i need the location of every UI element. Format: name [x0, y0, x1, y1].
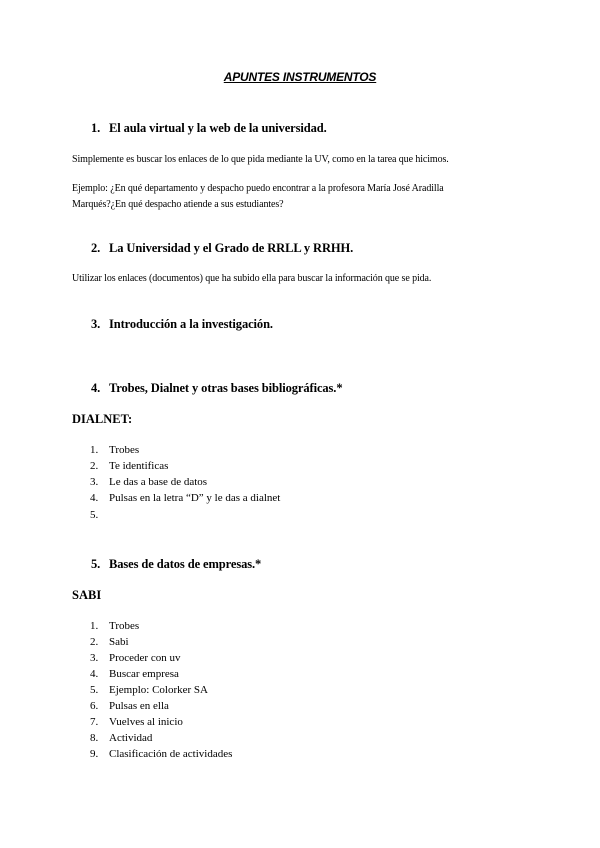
list-number: 3. — [90, 476, 99, 488]
list-text: Pulsas en la letra “D” y le das a dialnet — [109, 492, 281, 504]
paragraph: Simplemente es buscar los enlaces de lo que pida mediante la UV, como en la tarea que hicimos. — [72, 154, 449, 165]
list-text: Sabi — [109, 636, 129, 648]
section-title: Bases de datos de empresas.* — [109, 557, 262, 571]
list-number: 8. — [90, 732, 99, 744]
subheading-dialnet: DIALNET: — [72, 412, 133, 426]
list-text: Te identificas — [109, 460, 169, 472]
list-text: Trobes — [109, 444, 140, 456]
subheading-sabi: SABI — [72, 588, 102, 602]
list-number: 4. — [90, 492, 99, 504]
section-title: Introducción a la investigación. — [109, 317, 273, 331]
list-text: Actividad — [109, 732, 153, 744]
list-text: Le das a base de datos — [109, 476, 208, 488]
list-text: Buscar empresa — [109, 668, 179, 680]
list-number: 5. — [90, 509, 99, 521]
section-number: 2. — [91, 241, 101, 255]
list-number: 1. — [90, 444, 99, 456]
paragraph: Marqués?¿En qué despacho atiende a sus estudiantes? — [72, 199, 284, 210]
section-number: 1. — [91, 121, 101, 135]
list-number: 1. — [90, 620, 99, 632]
section-title: La Universidad y el Grado de RRLL y RRHH. — [109, 241, 354, 255]
list-number: 5. — [90, 684, 99, 696]
list-number: 6. — [90, 700, 99, 712]
section-number: 5. — [91, 557, 101, 571]
section-number: 4. — [91, 381, 101, 395]
list-text: Ejemplo: Colorker SA — [109, 684, 208, 696]
list-number: 4. — [90, 668, 99, 680]
list-text: Vuelves al inicio — [109, 716, 183, 728]
list-text: Trobes — [109, 620, 140, 632]
list-number: 2. — [90, 460, 99, 472]
section-number: 3. — [91, 317, 101, 331]
list-number: 3. — [90, 652, 99, 664]
paragraph: Utilizar los enlaces (documentos) que ha subido ella para buscar la información que se pida. — [72, 273, 432, 284]
list-text: Pulsas en ella — [109, 700, 169, 712]
paragraph: Ejemplo: ¿En qué departamento y despacho puedo encontrar a la profesora María José Aradilla — [72, 183, 444, 194]
list-number: 2. — [90, 636, 99, 648]
list-text: Proceder con uv — [109, 652, 181, 664]
section-title: El aula virtual y la web de la universidad. — [109, 121, 327, 135]
document-title: APUNTES INSTRUMENTOS — [223, 70, 377, 84]
list-number: 9. — [90, 748, 99, 760]
list-number: 7. — [90, 716, 99, 728]
section-title: Trobes, Dialnet y otras bases bibliográficas.* — [109, 381, 343, 395]
list-text: Clasificación de actividades — [109, 748, 233, 760]
